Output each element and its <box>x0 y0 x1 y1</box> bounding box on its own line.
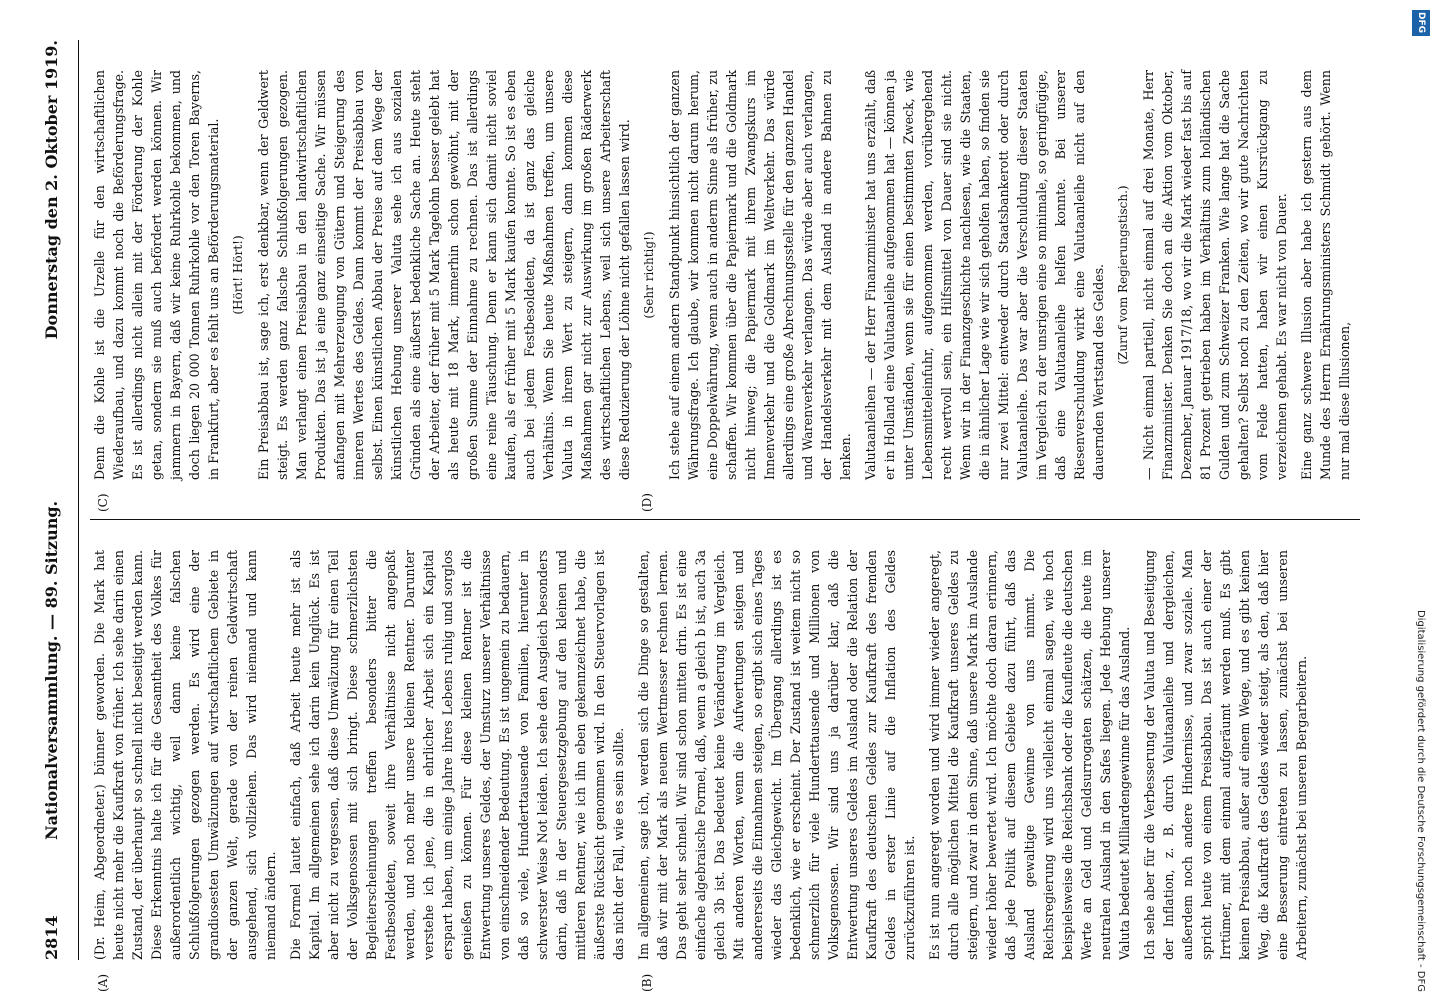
left-column <box>90 550 1360 960</box>
right-paragraph-3: Ich stehe auf einem andern Standpunkt hinsichtlich der ganzen Währungsfrage. Ich glaube, wir kommen nicht darum herum, eine Doppelwährung, wenn auch in anderm Sinne als früher, zu schaffen. Wir kommen über die Papiermark und die Goldmark nicht hinweg; die Papiermark mit ihrem Zwangskurs im Innenverkehr und die Goldmark im Weltverkehr. Das würde allerdings eine große Abrechnungsstelle für den ganzen Handel und Warenverkehr verlangen. Das würde aber auch verlangen, der Handelsverkehr mit dem Ausland in andere Bahnen zu lenken. <box>667 70 853 480</box>
left-paragraph-5: Ich sehe aber für die Verbesserung der Valuta und Beseitigung der Inflation, z. B. durch Valutaanleihe und dergleichen, außerdem noch andere Hindernisse, und zwar soziale. Man spricht heute von einem Preisabbau. Das ist auch einer der Irrtümer, mit dem einmal aufgeräumt werden muß. Es gibt keinen Preisabbau, außer auf einem Wege, und es gibt keinen Weg, die Kaufkraft des Geldes wieder steigt, als den, daß hier eine Besserung eintreten zu lassen, zunächst bei unseren Arbeitern, zunächst bei unseren Bergarbeitern. <box>1142 550 1309 960</box>
left-paragraph-1: (Dr. Heim, Abgeordneter.) bünner geworden. Die Mark hat heute nicht mehr die Kaufkraft von früher. Ich sehe darin einen Zustand, der überhaupt so schnell nicht beseitigt werden kann. Diese Erkenntnis halte ich für die Gesamtheit des Volkes für außerordentlich wichtig, weil dann keine falschen Schlußfolgerungen gezogen werden. Es wird eine der grandiosesten Umwälzungen auf wirtschaftlichem Gebiete in der ganzen Welt, gerade von der reinen Geldwirtschaft ausgehend, sich vollziehen. Das wird niemand und kann niemand ändern. <box>92 550 278 960</box>
right-column <box>90 70 1360 480</box>
right-paragraph-6: Eine ganz schwere Illusion aber habe ich gestern aus dem Munde des Herrn Ernährungsministers Schmidt gehört. Wenn nur mal diese Illusionen, <box>1299 70 1352 480</box>
right-paragraph-2: Ein Preisabbau ist, sage ich, erst denkbar, wenn der Geldwert steigt. Es werden ganz falsche Schlußfolgerungen gezogen. Man verlangt einen Preisabbau in den landwirtschaftlichen Produkten. Das ist ja eine ganz einseitige Sache. Wir müssen anfangen mit Mehrerzeugung von Gütern und Steigerung des inneren Wertes des Geldes. Dann kommt der Preisabbau von selbst. Einen künstlichen Abbau der Preise auf dem Wege der künstlichen Hebung unserer Valuta sehe ich aus sozialen Gründen als eine äußerst bedenkliche Sache an. Heute steht der Arbeiter, der früher mit 5 Mark Tagelohn besser gelebt hat als heute mit 18 Mark, immerhin schon gewöhnt, mit der großen Summe der Einnahme zu rechnen. Das ist allerdings eine reine Täuschung. Denn er kann sich damit nicht soviel kaufen, als er früher mit 5 Mark kaufen konnte. So ist es eben auch bei jedem Festbesoldeten, da ist ganz das gleiche Verhältnis. Wenn Sie heute Maßnahmen treffen, um unsere Valuta in ihrem Wert zu steigern, dann kommen diese Maßnahmen gar nicht zur Auswirkung im großen Räderwerk des wirtschaftlichen Lebens, weil sich unsere Arbeiterschaft diese Reduzierung der Löhne nicht gefallen lassen wird. <box>256 70 632 480</box>
digitization-credit <box>1408 8 1432 992</box>
left-paragraph-2: Die Formel lautet einfach, daß Arbeit heute mehr ist als Kapital. Im allgemeinen sehe ich darin kein Unglück. Es ist aber nicht zu vergessen, daß diese Umwälzung für einen Teil der Volksgenossen mit sich bringt. Diese schmerzlichsten Begleiterscheinungen treffen besonders bitter die Festbesoldeten, soweit ihre Verhältnisse nicht angepaßt werden, und noch mehr unsere kleinen Rentner. Darunter verstehe ich jene, die in ehrlicher Arbeit sich ein Kapital erspart haben, um einige Jahre ihres Lebens ruhig und sorglos genießen zu können. Für diese kleinen Rentner ist die Entwertung unseres Geldes, der Umsturz unserer Verhältnisse von einschneidender Bedeutung. Es ist ungemein zu bedauern, daß so viele, Hunderttausende von Familien, hierunter in schwerster Weise Not leiden. Ich sehe den Ausgleich besonders darin, daß in der Steuergesetzgebung auf den kleinen und mittleren Rentner, wie ich ihn eben gekennzeichnet habe, die äußerste Rücksicht genommen wird. In den Steuervorlagen ist das nicht der Fall, wie es sein sollte. <box>288 550 626 960</box>
left-paragraph-3: Im allgemeinen, sage ich, werden sich die Dinge so gestalten, daß wir mit der Mark als neuem Wertmesser rechnen lernen. Das geht sehr schnell. Wir sind schon mitten drin. Es ist eine einfache algebraische Formel, daß, wenn a gleich b ist, auch 3a gleich 3b ist. Das bedeutet keine Veränderung im Vergleich. Mit anderen Worten, wenn die Aufwertungen steigen und andererseits die Einnahmen steigen, so ergibt sich eines Tages wieder das Gleichgewicht. Im Übergang allerdings ist es bedenklich, wie er erscheint. Der Zustand ist weitem nicht so schmerzlich für viele Hunderttausende und Millionen von Volksgenossen. Wir sind uns ja darüber klar, daß die Entwertung unseres Geldes im Ausland oder die Relation der Kaufkraft des deutschen Geldes zur Kaufkraft des fremden Geldes in erster Linie auf die Inflation des Geldes zurückzuführen ist. <box>636 550 917 960</box>
right-paragraph-5: — Nicht einmal partiell, nicht einmal auf drei Monate, Herr Finanzminister. Denken Sie doch an die Aktion vom Oktober, Dezember, Januar 1917/18, wo wir die Mark wieder fast bis auf 81 Prozent getrieben haben im Verhältnis zum holländischen Gulden und zum Schweizer Franken. Wie lange hat die Sache gehalten? Selbst noch zu den Zeiten, wo wir gute Nachrichten vom Felde hatten, haben wir einen Kursrückgang zu verzeichnen gehabt. Es war nicht von Dauer. <box>1141 70 1289 480</box>
header-rule <box>78 40 79 960</box>
interjection-hort: (Hört! Hört!) <box>231 235 245 315</box>
page-number: 2814 <box>42 915 61 960</box>
dfg-logo-icon: DFG <box>1412 10 1430 36</box>
left-paragraph-4: Es ist nun angeregt worden und wird immer wieder angeregt, durch alle möglichen Mittel die Kaufkraft unseres Geldes zu steigern, und zwar in dem Sinne, daß unsere Mark im Auslande wieder höher bewertet wird. Ich möchte doch daran erinnern, daß jede Politik auf diesem Gebiete dazu führt, daß das Ausland gewaltige Gewinne von uns nimmt. Die Reichsregierung wird uns vielleicht einmal sagen, wie hoch beispielsweise die Reichsbank oder die Kaufleute die deutschen Werte an Geld und Geldsurrogaten schätzen, die heute im neutralen Ausland in den Safes liegen. Jede Hebung unserer Valuta bedeutet Milliardengewinne für das Ausland. <box>927 550 1132 960</box>
digitization-text: Digitalisierung gefördert durch die Deutsche Forschungsgemeinschaft - DFG <box>1415 609 1426 992</box>
page-header <box>34 40 74 960</box>
interjection-sehr-richtig: (Sehr richtig!) <box>642 231 656 319</box>
margin-marker-a: (A) <box>96 973 110 992</box>
right-paragraph-1: Denn die Kohle ist die Urzelle für den wirtschaftlichen Wiederaufbau, und dazu kommt noch die Beförderungsfrage. Es ist allerdings nicht allein mit der Förderung der Kohle getan, sondern sie muß auch befördert werden können. Wir jammern in Bayern, daß wir keine Ruhrkohle bekommen, und doch liegen 20 000 Tonnen Ruhrkohle vor den Toren Bayerns, in Frankfurt, aber es fehlt uns an Beförderungsmaterial. <box>92 70 221 480</box>
margin-marker-d: (D) <box>640 493 654 512</box>
interjection-zuruf: (Zuruf vom Regierungstisch.) <box>1116 185 1130 365</box>
margin-marker-c: (C) <box>96 493 110 512</box>
column-divider <box>90 519 1360 520</box>
running-head-left: Nationalversammlung. — 89. Sitzung. <box>42 500 61 840</box>
right-paragraph-4: Valutaanleihen — der Herr Finanzminister hat uns erzählt, daß er in Holland eine Valutaanleihe aufgenommen hat — können ja unter Umständen, wenn sie für einen bestimmten Zweck, wie Lebensmitteleinfuhr, aufgenommen werden, vorübergehend recht wertvoll sein, ein Hilfsmittel von Dauer sind sie nicht. Wenn wir in der Finanzgeschichte nachlesen, wie die Staaten, die in ähnlicher Lage wie wir sich geholfen haben, so finden sie nur zwei Mittel: entweder durch Staatsbankerott oder durch Valutaanleihe. Das war aber die Verschuldung dieser Staaten im Vergleich zu der unsrigen eine so minimale, so geringfügige, daß eine Valutaanleihe helfen konnte. Bei unserer Riesenverschuldung wirkt eine Valutaanleihe nicht auf den dauernden Wertstand des Geldes. <box>863 70 1106 480</box>
running-head-right: Donnerstag den 2. Oktober 1919. <box>42 40 61 340</box>
margin-marker-b: (B) <box>640 973 654 992</box>
